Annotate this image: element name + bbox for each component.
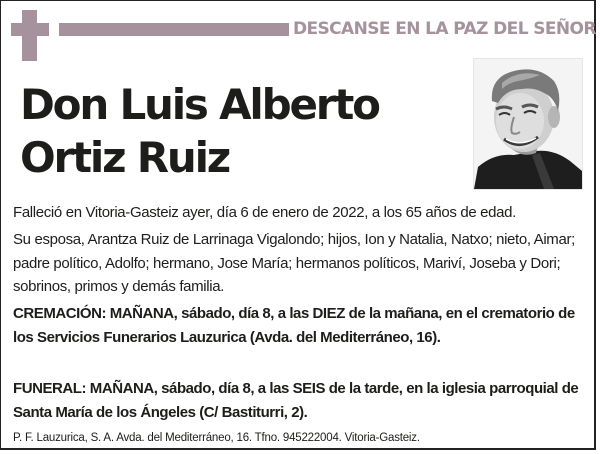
portrait-photo [473, 58, 583, 190]
portrait-photo-icon [474, 59, 582, 189]
cross-horizontal [11, 23, 49, 36]
cremation-text: CREMACIÓN: MAÑANA, sábado, día 8, a las DIEZ de la mañana, en el crematorio de los Servicios Funerarios Lauzurica (Avda. del Mediterráneo, 16). [13, 305, 575, 346]
family-text: Su esposa, Arantza Ruiz de Larrinaga Vigalondo; hijos, Ion y Natalia, Natxo; nieto, Aimar; padre político, Adolfo; hermano, Jose María; hermanos políticos, Mariví, Joseba y Dori; sobrinos, primos y demás familia. [13, 231, 575, 295]
funeral-home-footer: P. F. Lauzurica, S. A. Avda. del Mediterráneo, 16. Tfno. 945222004. Vitoria-Gasteiz. [13, 432, 420, 444]
header-title: DESCANSE EN LA PAZ DEL SEÑOR [293, 19, 596, 39]
header-divider-bar [59, 23, 289, 36]
name-line-1: Don Luis Alberto [20, 80, 379, 129]
death-notice-text: Falleció en Vitoria-Gasteiz ayer, día 6 de enero de 2022, a los 65 años de edad. [13, 204, 516, 221]
name-line-2: Ortiz Ruiz [20, 133, 230, 182]
deceased-name [20, 78, 379, 184]
funeral-text: FUNERAL: MAÑANA, sábado, día 8, a las SEIS de la tarde, en la iglesia parroquial de Santa María de los Ángeles (C/ Bastiturri, 2). [13, 380, 579, 421]
